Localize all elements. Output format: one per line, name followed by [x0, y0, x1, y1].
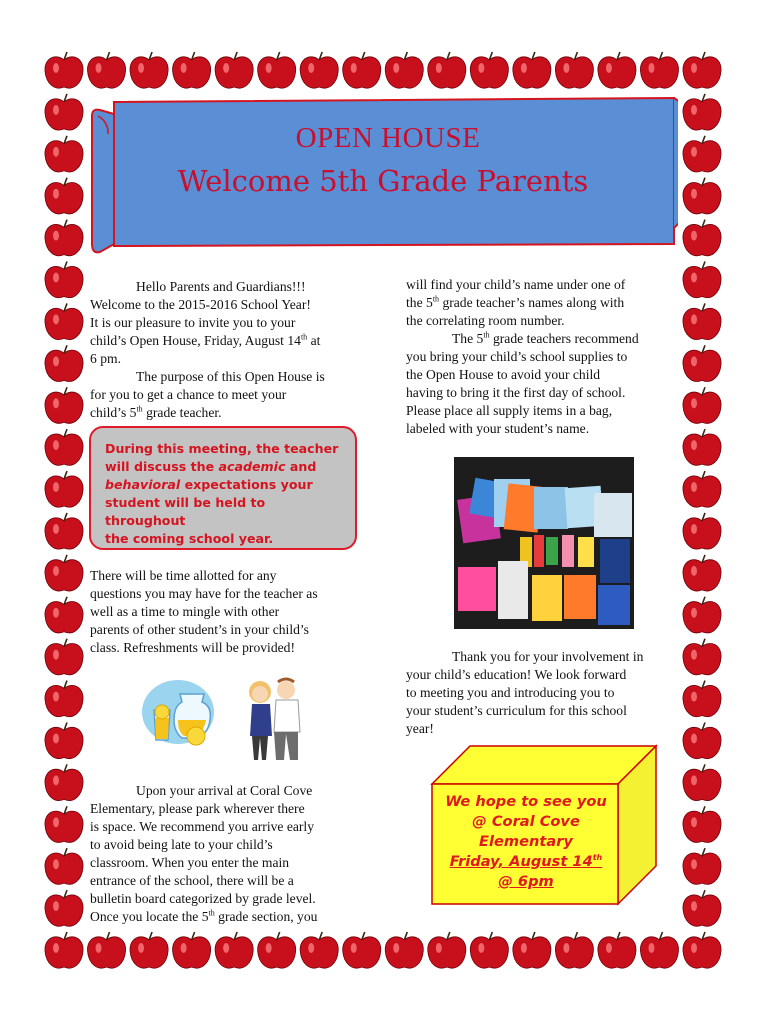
apple-icon: [87, 932, 125, 968]
apple-icon: [470, 52, 508, 88]
apple-icon: [45, 681, 83, 717]
text-line: Please place all supply items in a bag,: [406, 403, 613, 418]
apple-icon: [683, 555, 721, 591]
text-line: to avoid being late to your child’s: [90, 837, 273, 852]
text-line: the Open House to avoid your child: [406, 367, 601, 382]
apple-icon: [683, 345, 721, 381]
text-line: child’s Open House, Friday, August 14th at: [90, 332, 321, 348]
text-line: Upon your arrival at Coral Cove: [136, 783, 313, 798]
apple-icon: [598, 932, 636, 968]
callout-line: During this meeting, the teacher: [105, 441, 339, 456]
apple-icon: [683, 471, 721, 507]
apple-icon: [513, 52, 551, 88]
apple-icon: [45, 764, 83, 800]
thank-you-paragraph: [406, 648, 678, 738]
apple-icon: [683, 303, 721, 339]
apple-icon: [300, 932, 338, 968]
apple-icon: [258, 52, 296, 88]
apple-icon: [343, 932, 381, 968]
text-line: the correlating room number.: [406, 313, 565, 328]
apple-icon: [683, 220, 721, 256]
apple-icon: [45, 513, 83, 549]
apple-icon: [683, 513, 721, 549]
text-line: Elementary, please park wherever there: [90, 801, 305, 816]
apple-icon: [640, 932, 678, 968]
left-column: [90, 278, 362, 422]
text-line: you bring your child’s school supplies to: [406, 349, 628, 364]
apple-icon: [470, 932, 508, 968]
apple-icon: [683, 52, 721, 88]
right-column: [406, 276, 678, 438]
apple-icon: [45, 262, 83, 298]
parents-clipart: [240, 674, 306, 766]
apple-icon: [555, 932, 593, 968]
event-reminder-box: [430, 744, 658, 906]
apple-icon: [640, 52, 678, 88]
apple-icon: [45, 220, 83, 256]
apple-icon: [45, 303, 83, 339]
apple-icon: [45, 806, 83, 842]
callout-line: student will be held to throughout: [105, 495, 266, 528]
apple-icon: [258, 932, 296, 968]
event-reminder-text: [436, 792, 616, 892]
text-line: Once you locate the 5th grade section, you: [90, 908, 318, 924]
apple-icon: [683, 429, 721, 465]
apple-icon: [598, 52, 636, 88]
apple-icon: [87, 52, 125, 88]
text-line: The 5th grade teachers recommend: [452, 330, 639, 346]
apple-icon: [45, 345, 83, 381]
lemonade-clipart: [138, 676, 238, 746]
text-line: The purpose of this Open House is: [136, 369, 325, 384]
apple-icon: [45, 890, 83, 926]
text-line: having to bring it the first day of school.: [406, 385, 626, 400]
page-subtitle: Welcome 5th Grade Parents: [177, 164, 589, 198]
apple-icon: [173, 932, 211, 968]
apple-icon: [683, 764, 721, 800]
text-line: your student’s curriculum for this school: [406, 703, 627, 718]
text-line: parents of other student’s in your child’s: [90, 622, 309, 637]
callout-line: will discuss the academic and: [105, 459, 317, 474]
meeting-callout: [89, 426, 357, 550]
apple-icon: [45, 722, 83, 758]
text-line: child’s 5th grade teacher.: [90, 404, 222, 420]
reminder-date: Friday, August 14th: [449, 853, 603, 870]
apple-icon: [130, 52, 168, 88]
text-line: entrance of the school, there will be a: [90, 873, 294, 888]
apple-icon: [45, 429, 83, 465]
apple-icon: [215, 52, 253, 88]
text-line: class. Refreshments will be provided!: [90, 640, 295, 655]
apple-icon: [45, 94, 83, 130]
title-banner: [88, 94, 678, 254]
arrival-paragraph: [90, 782, 366, 926]
apple-icon: [683, 597, 721, 633]
text-line: Welcome to the 2015-2016 School Year!: [90, 297, 311, 312]
apple-icon: [300, 52, 338, 88]
apple-icon: [428, 932, 466, 968]
callout-line: behavioral expectations your: [105, 477, 313, 492]
apple-icon: [45, 597, 83, 633]
apple-icon: [683, 94, 721, 130]
text-line: It is our pleasure to invite you to your: [90, 315, 296, 330]
apple-icon: [45, 471, 83, 507]
reminder-line: @ Coral Cove: [472, 813, 580, 830]
apple-icon: [215, 932, 253, 968]
callout-line: the coming school year.: [105, 531, 274, 546]
page-title: OPEN HOUSE: [295, 122, 481, 154]
apple-icon: [45, 639, 83, 675]
text-line: year!: [406, 721, 434, 736]
supplies-drawing: [454, 457, 634, 629]
text-line: classroom. When you enter the main: [90, 855, 290, 870]
apple-icon: [513, 932, 551, 968]
apple-icon: [683, 136, 721, 172]
reminder-time: @ 6pm: [498, 873, 554, 890]
apple-icon: [173, 52, 211, 88]
text-line: to meeting you and introducing you to: [406, 685, 615, 700]
apple-icon: [45, 848, 83, 884]
apple-icon: [428, 52, 466, 88]
text-line: is space. We recommend you arrive early: [90, 819, 314, 834]
greeting-line: Hello Parents and Guardians!!!: [136, 279, 306, 294]
apple-icon: [45, 52, 83, 88]
apple-icon: [45, 136, 83, 172]
apple-icon: [683, 387, 721, 423]
apple-icon: [45, 387, 83, 423]
apple-icon: [683, 681, 721, 717]
apple-icon: [343, 52, 381, 88]
apple-icon: [683, 639, 721, 675]
text-line: labeled with your student’s name.: [406, 421, 590, 436]
text-line: 6 pm.: [90, 351, 121, 366]
text-line: questions you may have for the teacher as: [90, 586, 318, 601]
apple-icon: [555, 52, 593, 88]
text-line: for you to get a chance to meet your: [90, 387, 287, 402]
refreshments-paragraph: [90, 567, 368, 657]
apple-icon: [683, 932, 721, 968]
reminder-line: Elementary: [479, 833, 573, 850]
text-line: the 5th grade teacher’s names along with: [406, 294, 625, 310]
text-line: well as a time to mingle with other: [90, 604, 280, 619]
text-line: There will be time allotted for any: [90, 568, 277, 583]
apple-icon: [45, 932, 83, 968]
apple-icon: [683, 178, 721, 214]
text-line: bulletin board categorized by grade level.: [90, 891, 316, 906]
text-line: will find your child’s name under one of: [406, 277, 626, 292]
text-line: your child’s education! We look forward: [406, 667, 627, 682]
apple-icon: [45, 555, 83, 591]
apple-icon: [45, 178, 83, 214]
text-line: Thank you for your involvement in: [452, 649, 644, 664]
apple-icon: [683, 890, 721, 926]
reminder-line: We hope to see you: [445, 793, 607, 810]
apple-icon: [683, 806, 721, 842]
apple-icon: [385, 932, 423, 968]
apple-icon: [683, 262, 721, 298]
apple-icon: [385, 52, 423, 88]
apple-icon: [683, 722, 721, 758]
apple-icon: [683, 848, 721, 884]
apple-icon: [130, 932, 168, 968]
school-supplies-photo: [454, 457, 634, 629]
